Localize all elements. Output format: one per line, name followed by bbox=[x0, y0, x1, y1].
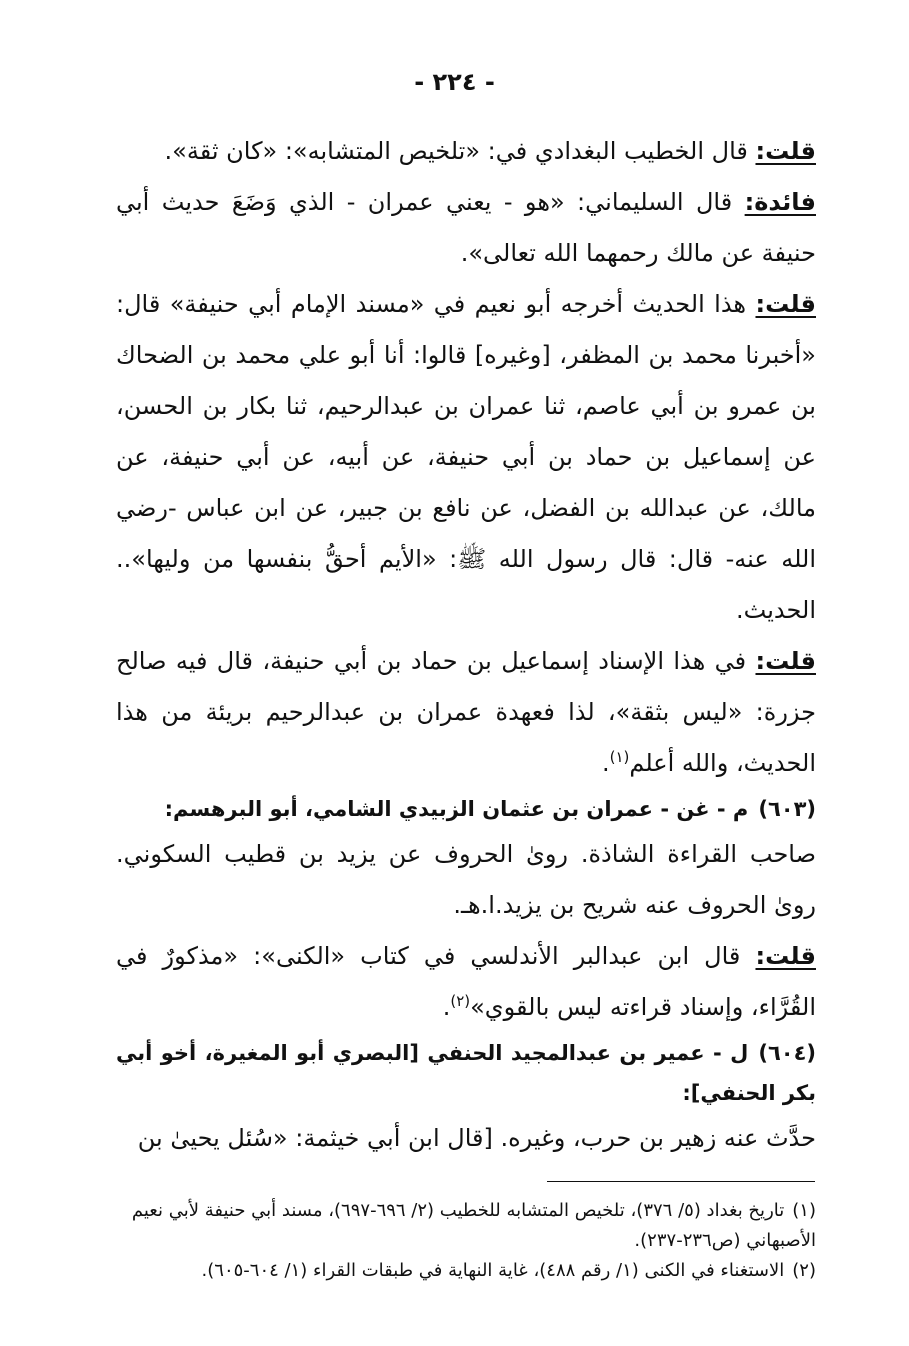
entry-title: ل - عمير بن عبدالمجيد الحنفي [البصري أبو المغيرة، أخو أبي بكر الحنفي]: bbox=[116, 1041, 816, 1105]
paragraph-khatib bbox=[116, 126, 816, 177]
paragraph-hadith-source bbox=[116, 279, 816, 636]
entry-number: (٦٠٤) bbox=[758, 1041, 816, 1065]
page-number: - ٢٢٤ - bbox=[414, 68, 495, 96]
entry-note-603 bbox=[116, 931, 816, 1033]
main-text bbox=[116, 126, 816, 1164]
paragraph-end: . bbox=[601, 749, 610, 777]
footnote-text: الاستغناء في الكنى (١/ رقم ٤٨٨)، غاية النهاية في طبقات القراء (١/ ٦٠٤-٦٠٥). bbox=[201, 1260, 785, 1281]
footnote-divider bbox=[547, 1181, 815, 1182]
entry-text-604: حدَّث عنه زهير بن حرب، وغيره. [قال ابن أبي خيثمة: «سُئل يحيىٰ بن bbox=[137, 1124, 816, 1152]
entry-number: (٦٠٣) bbox=[758, 797, 816, 821]
entry-heading-604 bbox=[116, 1033, 816, 1113]
footnote-text: تاريخ بغداد (٥/ ٣٧٦)، تلخيص المتشابه للخطيب (٢/ ٦٩٦-٦٩٧)، مسند أبي حنيفة لأبي نعيم الأصبهاني (ص٢٣٦-٢٣٧). bbox=[131, 1200, 816, 1251]
paragraph-label: قلت: bbox=[755, 290, 816, 318]
entry-text-603: صاحب القراءة الشاذة. روىٰ الحروف عن يزيد بن قطيب السكوني. روىٰ الحروف عنه شريح بن يزيد.ا.هـ. bbox=[116, 840, 816, 919]
paragraph-label: فائدة: bbox=[744, 188, 816, 216]
paragraph-text: في هذا الإسناد إسماعيل بن حماد بن أبي حنيفة، قال فيه صالح جزرة: «ليس بثقة»، لذا فعهدة عمران بن عبدالرحيم بريئة من هذا الحديث، والله أعلم bbox=[116, 647, 816, 777]
footnotes bbox=[111, 1196, 816, 1286]
paragraph-text: هذا الحديث أخرجه أبو نعيم في «مسند الإمام أبي حنيفة» قال: «أخبرنا محمد بن المظفر، [وغيره] قالوا: أنا أبو علي محمد بن الضحاك بن عمرو بن أبي عاصم، ثنا عمران بن عبدالرحيم، ثنا بكار بن الحسن، عن إسماعيل بن حماد بن أبي حنيفة، عن أبيه، عن أبي حنيفة، عن مالك، عن عبدالله بن الفضل، عن نافع بن جبير، عن ابن عباس -رضي الله عنه- قال: قال رسول الله ﷺ: «الأيم أحقُّ بنفسها من وليها».. الحديث. bbox=[116, 290, 816, 624]
footnote-ref: (٢) bbox=[450, 992, 471, 1010]
paragraph-label: قلت: bbox=[755, 647, 816, 675]
paragraph-fa-ida bbox=[116, 177, 816, 279]
paragraph-text: قال السليماني: «هو - يعني عمران - الذي وَضَعَ حديث أبي حنيفة عن مالك رحمهما الله تعالى». bbox=[116, 188, 816, 267]
footnote-ref: (١) bbox=[609, 748, 630, 766]
paragraph-text: قال الخطيب البغدادي في: «تلخيص المتشابه»: «كان ثقة». bbox=[164, 137, 756, 165]
footnote-number: (٢) bbox=[792, 1260, 816, 1281]
paragraph-text: قال ابن عبدالبر الأندلسي في كتاب «الكنى»: «مذكورٌ في القُرَّاء، وإسناد قراءته ليس بالقوي» bbox=[116, 942, 816, 1021]
paragraph-label: قلت: bbox=[755, 942, 816, 970]
entry-heading-603 bbox=[116, 789, 816, 829]
footnote-1 bbox=[111, 1196, 816, 1256]
footnote-number: (١) bbox=[792, 1200, 816, 1221]
footnote-2 bbox=[111, 1256, 816, 1286]
paragraph-label: قلت: bbox=[755, 137, 816, 165]
paragraph-end: . bbox=[442, 993, 451, 1021]
paragraph-isnad-comment bbox=[116, 636, 816, 789]
entry-title: م - غن - عمران بن عثمان الزبيدي الشامي، أبو البرهسم: bbox=[164, 797, 749, 821]
